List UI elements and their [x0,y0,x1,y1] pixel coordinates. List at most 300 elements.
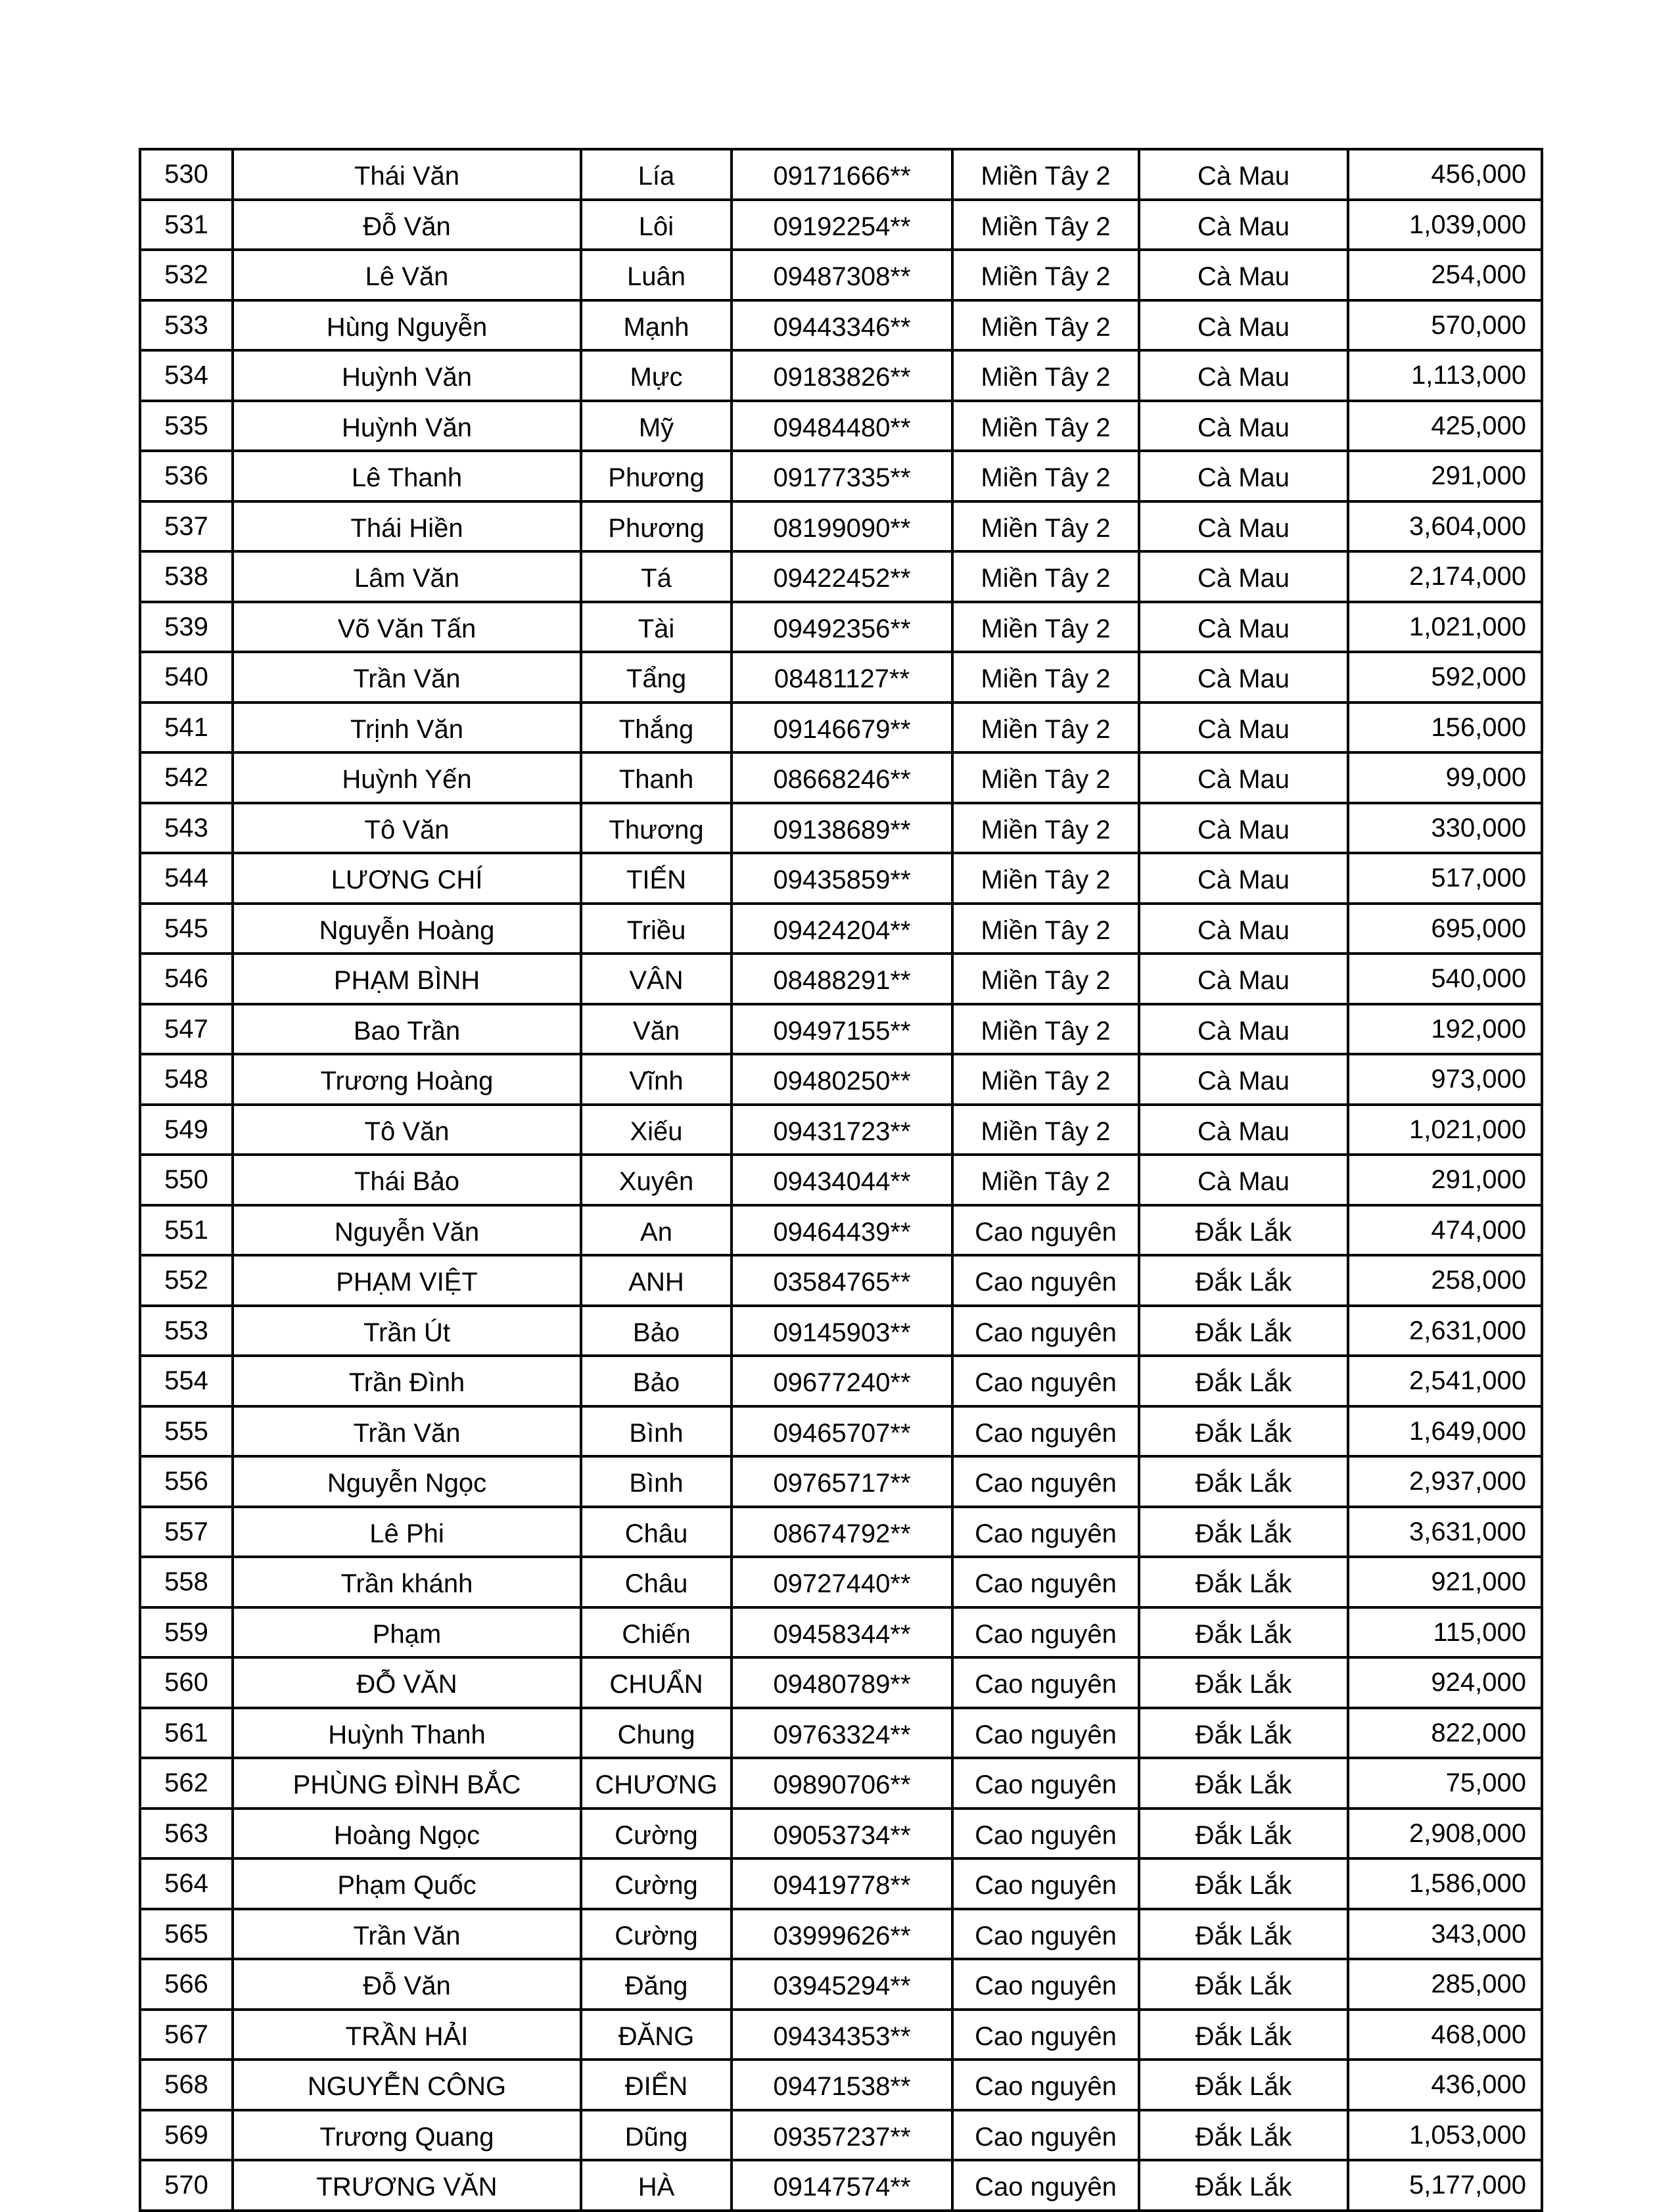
given-name-cell: Thương [581,803,732,854]
province-cell: Đắk Lắk [1139,1557,1348,1607]
amount-cell: 5,177,000 [1348,2160,1542,2211]
surname-cell: PHÙNG ĐÌNH BẮC [233,1758,581,1809]
province-cell: Cà Mau [1139,1155,1348,1205]
province-cell: Đắk Lắk [1139,1306,1348,1356]
row-number-cell: 540 [140,652,233,703]
given-name-cell: CHƯƠNG [581,1758,732,1809]
amount-cell: 99,000 [1348,752,1542,803]
surname-cell: Đỗ Văn [233,200,581,250]
given-name-cell: Dũng [581,2110,732,2161]
phone-cell: 09434044** [732,1155,952,1205]
table-row [140,401,1542,451]
surname-cell: Tô Văn [233,803,581,854]
region-cell: Miền Tây 2 [952,602,1139,653]
amount-cell: 474,000 [1348,1205,1542,1256]
amount-cell: 1,586,000 [1348,1858,1542,1909]
surname-cell: Phạm [233,1607,581,1658]
given-name-cell: Văn [581,1004,732,1055]
table-row [140,2160,1542,2211]
surname-cell: Trần Út [233,1306,581,1356]
phone-cell: 09138689** [732,803,952,854]
given-name-cell: ĐĂNG [581,2010,732,2060]
table-row [140,1959,1542,2010]
table-row [140,1255,1542,1306]
region-cell: Miền Tây 2 [952,652,1139,703]
row-number-cell: 545 [140,904,233,954]
phone-cell: 09424204** [732,904,952,954]
given-name-cell: VÂN [581,954,732,1004]
row-number-cell: 557 [140,1507,233,1557]
row-number-cell: 530 [140,149,233,200]
row-number-cell: 564 [140,1858,233,1909]
surname-cell: Phạm Quốc [233,1858,581,1909]
row-number-cell: 559 [140,1607,233,1658]
given-name-cell: Châu [581,1557,732,1607]
surname-cell: Lê Phi [233,1507,581,1557]
given-name-cell: Mỹ [581,401,732,451]
region-cell: Miền Tây 2 [952,1155,1139,1205]
phone-cell: 09422452** [732,551,952,602]
amount-cell: 2,908,000 [1348,1809,1542,1859]
table-row [140,954,1542,1004]
phone-cell: 09177335** [732,451,952,501]
surname-cell: Huỳnh Văn [233,350,581,401]
amount-cell: 343,000 [1348,1909,1542,1960]
row-number-cell: 555 [140,1406,233,1457]
phone-cell: 09484480** [732,401,952,451]
region-cell: Miền Tây 2 [952,954,1139,1004]
province-cell: Đắk Lắk [1139,1758,1348,1809]
surname-cell: Trần Văn [233,1909,581,1960]
province-cell: Cà Mau [1139,1105,1348,1155]
table-row [140,1105,1542,1155]
phone-cell: 09053734** [732,1809,952,1859]
given-name-cell: Phương [581,451,732,501]
province-cell: Đắk Lắk [1139,2110,1348,2161]
table-row [140,1054,1542,1105]
province-cell: Cà Mau [1139,803,1348,854]
region-cell: Miền Tây 2 [952,250,1139,300]
amount-cell: 436,000 [1348,2060,1542,2110]
row-number-cell: 544 [140,853,233,904]
given-name-cell: Phương [581,501,732,552]
amount-cell: 291,000 [1348,451,1542,501]
table-row [140,904,1542,954]
table-row [140,2060,1542,2110]
amount-cell: 2,631,000 [1348,1306,1542,1356]
phone-cell: 09677240** [732,1356,952,1406]
amount-cell: 2,541,000 [1348,1356,1542,1406]
region-cell: Cao nguyên [952,1858,1139,1909]
table-row [140,2110,1542,2161]
phone-cell: 09443346** [732,300,952,351]
phone-cell: 09357237** [732,2110,952,2161]
table-row [140,551,1542,602]
province-cell: Cà Mau [1139,602,1348,653]
region-cell: Cao nguyên [952,1456,1139,1507]
surname-cell: TRƯƠNG VĂN [233,2160,581,2211]
given-name-cell: Tá [581,551,732,602]
table-row [140,250,1542,300]
phone-cell: 09480250** [732,1054,952,1105]
row-number-cell: 549 [140,1105,233,1155]
amount-cell: 973,000 [1348,1054,1542,1105]
phone-cell: 09192254** [732,200,952,250]
row-number-cell: 534 [140,350,233,401]
surname-cell: PHẠM BÌNH [233,954,581,1004]
province-cell: Đắk Lắk [1139,1657,1348,1708]
row-number-cell: 537 [140,501,233,552]
surname-cell: Võ Văn Tấn [233,602,581,653]
row-number-cell: 547 [140,1004,233,1055]
surname-cell: TRẦN HẢI [233,2010,581,2060]
recipient-table [139,148,1543,2212]
row-number-cell: 550 [140,1155,233,1205]
surname-cell: Hùng Nguyễn [233,300,581,351]
surname-cell: Hoàng Ngọc [233,1809,581,1859]
amount-cell: 2,174,000 [1348,551,1542,602]
province-cell: Cà Mau [1139,752,1348,803]
surname-cell: Tô Văn [233,1105,581,1155]
surname-cell: Bao Trần [233,1004,581,1055]
given-name-cell: An [581,1205,732,1256]
province-cell: Cà Mau [1139,1054,1348,1105]
amount-cell: 822,000 [1348,1708,1542,1759]
region-cell: Cao nguyên [952,2160,1139,2211]
table-row [140,149,1542,200]
surname-cell: Huỳnh Văn [233,401,581,451]
row-number-cell: 569 [140,2110,233,2161]
province-cell: Cà Mau [1139,853,1348,904]
given-name-cell: CHUẨN [581,1657,732,1708]
amount-cell: 695,000 [1348,904,1542,954]
region-cell: Cao nguyên [952,1809,1139,1859]
table-row [140,1406,1542,1457]
phone-cell: 09434353** [732,2010,952,2060]
table-row [140,1557,1542,1607]
phone-cell: 09145903** [732,1306,952,1356]
amount-cell: 258,000 [1348,1255,1542,1306]
row-number-cell: 548 [140,1054,233,1105]
amount-cell: 592,000 [1348,652,1542,703]
phone-cell: 09183826** [732,350,952,401]
phone-cell: 08481127** [732,652,952,703]
phone-cell: 09765717** [732,1456,952,1507]
phone-cell: 03999626** [732,1909,952,1960]
amount-cell: 2,937,000 [1348,1456,1542,1507]
row-number-cell: 543 [140,803,233,854]
surname-cell: LƯƠNG CHÍ [233,853,581,904]
given-name-cell: Chiến [581,1607,732,1658]
region-cell: Cao nguyên [952,1356,1139,1406]
province-cell: Đắk Lắk [1139,1255,1348,1306]
amount-cell: 570,000 [1348,300,1542,351]
given-name-cell: Cường [581,1909,732,1960]
phone-cell: 09763324** [732,1708,952,1759]
province-cell: Cà Mau [1139,954,1348,1004]
given-name-cell: Bình [581,1406,732,1457]
region-cell: Cao nguyên [952,2010,1139,2060]
table-row [140,350,1542,401]
given-name-cell: Bình [581,1456,732,1507]
province-cell: Cà Mau [1139,250,1348,300]
amount-cell: 330,000 [1348,803,1542,854]
given-name-cell: Xiếu [581,1105,732,1155]
table-row [140,2010,1542,2060]
province-cell: Đắk Lắk [1139,1356,1348,1406]
table-row [140,1155,1542,1205]
surname-cell: Đỗ Văn [233,1959,581,2010]
region-cell: Miền Tây 2 [952,803,1139,854]
region-cell: Cao nguyên [952,1758,1139,1809]
province-cell: Cà Mau [1139,200,1348,250]
given-name-cell: Luân [581,250,732,300]
table-row [140,1708,1542,1759]
row-number-cell: 554 [140,1356,233,1406]
province-cell: Cà Mau [1139,401,1348,451]
province-cell: Cà Mau [1139,149,1348,200]
region-cell: Cao nguyên [952,1306,1139,1356]
province-cell: Đắk Lắk [1139,2010,1348,2060]
phone-cell: 09147574** [732,2160,952,2211]
given-name-cell: HÀ [581,2160,732,2211]
table-body [140,149,1542,2211]
table-row [140,602,1542,653]
given-name-cell: Bảo [581,1306,732,1356]
table-row [140,1758,1542,1809]
surname-cell: Huỳnh Thanh [233,1708,581,1759]
table-row [140,853,1542,904]
region-cell: Miền Tây 2 [952,752,1139,803]
given-name-cell: Lía [581,149,732,200]
province-cell: Cà Mau [1139,1004,1348,1055]
province-cell: Đắk Lắk [1139,1959,1348,2010]
table-row [140,1004,1542,1055]
province-cell: Đắk Lắk [1139,1708,1348,1759]
row-number-cell: 533 [140,300,233,351]
phone-cell: 03584765** [732,1255,952,1306]
given-name-cell: Mực [581,350,732,401]
given-name-cell: Mạnh [581,300,732,351]
amount-cell: 1,039,000 [1348,200,1542,250]
surname-cell: Trần Văn [233,652,581,703]
phone-cell: 09465707** [732,1406,952,1457]
phone-cell: 09431723** [732,1105,952,1155]
province-cell: Cà Mau [1139,350,1348,401]
given-name-cell: Cường [581,1809,732,1859]
amount-cell: 1,113,000 [1348,350,1542,401]
region-cell: Miền Tây 2 [952,300,1139,351]
amount-cell: 1,649,000 [1348,1406,1542,1457]
surname-cell: Lâm Văn [233,551,581,602]
row-number-cell: 539 [140,602,233,653]
given-name-cell: Triều [581,904,732,954]
table-row [140,1507,1542,1557]
table-row [140,300,1542,351]
given-name-cell: Chung [581,1708,732,1759]
row-number-cell: 532 [140,250,233,300]
region-cell: Miền Tây 2 [952,1054,1139,1105]
row-number-cell: 536 [140,451,233,501]
amount-cell: 115,000 [1348,1607,1542,1658]
row-number-cell: 565 [140,1909,233,1960]
region-cell: Cao nguyên [952,1205,1139,1256]
province-cell: Đắk Lắk [1139,1507,1348,1557]
surname-cell: ĐỖ VĂN [233,1657,581,1708]
amount-cell: 291,000 [1348,1155,1542,1205]
row-number-cell: 538 [140,551,233,602]
province-cell: Đắk Lắk [1139,1858,1348,1909]
table-row [140,451,1542,501]
row-number-cell: 531 [140,200,233,250]
surname-cell: Huỳnh Yến [233,752,581,803]
phone-cell: 09458344** [732,1607,952,1658]
amount-cell: 924,000 [1348,1657,1542,1708]
given-name-cell: Cường [581,1858,732,1909]
region-cell: Miền Tây 2 [952,350,1139,401]
province-cell: Cà Mau [1139,904,1348,954]
table-row [140,1306,1542,1356]
phone-cell: 08668246** [732,752,952,803]
phone-cell: 09471538** [732,2060,952,2110]
table-row [140,1456,1542,1507]
surname-cell: Nguyễn Văn [233,1205,581,1256]
amount-cell: 1,021,000 [1348,602,1542,653]
amount-cell: 192,000 [1348,1004,1542,1055]
row-number-cell: 560 [140,1657,233,1708]
table-row [140,1657,1542,1708]
given-name-cell: Thắng [581,703,732,753]
amount-cell: 1,053,000 [1348,2110,1542,2161]
row-number-cell: 535 [140,401,233,451]
table-row [140,200,1542,250]
region-cell: Miền Tây 2 [952,1105,1139,1155]
table-row [140,501,1542,552]
surname-cell: Thái Văn [233,149,581,200]
surname-cell: Thái Hiền [233,501,581,552]
phone-cell: 08488291** [732,954,952,1004]
phone-cell: 03945294** [732,1959,952,2010]
phone-cell: 09171666** [732,149,952,200]
table-row [140,752,1542,803]
amount-cell: 425,000 [1348,401,1542,451]
given-name-cell: Lôi [581,200,732,250]
row-number-cell: 567 [140,2010,233,2060]
phone-cell: 09419778** [732,1858,952,1909]
phone-cell: 09435859** [732,853,952,904]
province-cell: Đắk Lắk [1139,2160,1348,2211]
given-name-cell: Châu [581,1507,732,1557]
province-cell: Cà Mau [1139,300,1348,351]
region-cell: Miền Tây 2 [952,401,1139,451]
surname-cell: Trương Quang [233,2110,581,2161]
row-number-cell: 558 [140,1557,233,1607]
amount-cell: 517,000 [1348,853,1542,904]
region-cell: Miền Tây 2 [952,703,1139,753]
region-cell: Miền Tây 2 [952,501,1139,552]
phone-cell: 09464439** [732,1205,952,1256]
surname-cell: Trần khánh [233,1557,581,1607]
region-cell: Cao nguyên [952,1657,1139,1708]
province-cell: Đắk Lắk [1139,2060,1348,2110]
table-row [140,1205,1542,1256]
region-cell: Cao nguyên [952,1255,1139,1306]
region-cell: Cao nguyên [952,1557,1139,1607]
region-cell: Miền Tây 2 [952,853,1139,904]
surname-cell: Nguyễn Hoàng [233,904,581,954]
given-name-cell: Vĩnh [581,1054,732,1105]
amount-cell: 468,000 [1348,2010,1542,2060]
amount-cell: 285,000 [1348,1959,1542,2010]
given-name-cell: Thanh [581,752,732,803]
phone-cell: 08199090** [732,501,952,552]
region-cell: Miền Tây 2 [952,149,1139,200]
region-cell: Miền Tây 2 [952,904,1139,954]
province-cell: Đắk Lắk [1139,1809,1348,1859]
amount-cell: 156,000 [1348,703,1542,753]
table-row [140,803,1542,854]
surname-cell: NGUYỄN CÔNG [233,2060,581,2110]
row-number-cell: 541 [140,703,233,753]
region-cell: Cao nguyên [952,2110,1139,2161]
region-cell: Cao nguyên [952,2060,1139,2110]
amount-cell: 1,021,000 [1348,1105,1542,1155]
surname-cell: Lê Thanh [233,451,581,501]
phone-cell: 09890706** [732,1758,952,1809]
surname-cell: Thái Bảo [233,1155,581,1205]
surname-cell: Lê Văn [233,250,581,300]
region-cell: Miền Tây 2 [952,451,1139,501]
phone-cell: 09480789** [732,1657,952,1708]
amount-cell: 3,631,000 [1348,1507,1542,1557]
row-number-cell: 552 [140,1255,233,1306]
region-cell: Cao nguyên [952,1909,1139,1960]
row-number-cell: 561 [140,1708,233,1759]
region-cell: Cao nguyên [952,1708,1139,1759]
given-name-cell: Tẩng [581,652,732,703]
given-name-cell: TIẾN [581,853,732,904]
table-row [140,1809,1542,1859]
province-cell: Cà Mau [1139,703,1348,753]
province-cell: Cà Mau [1139,652,1348,703]
phone-cell: 08674792** [732,1507,952,1557]
region-cell: Cao nguyên [952,1607,1139,1658]
surname-cell: Trương Hoàng [233,1054,581,1105]
row-number-cell: 570 [140,2160,233,2211]
region-cell: Miền Tây 2 [952,551,1139,602]
phone-cell: 09492356** [732,602,952,653]
given-name-cell: Tài [581,602,732,653]
row-number-cell: 563 [140,1809,233,1859]
province-cell: Cà Mau [1139,501,1348,552]
given-name-cell: Xuyên [581,1155,732,1205]
region-cell: Cao nguyên [952,1406,1139,1457]
province-cell: Cà Mau [1139,551,1348,602]
region-cell: Miền Tây 2 [952,200,1139,250]
row-number-cell: 542 [140,752,233,803]
row-number-cell: 546 [140,954,233,1004]
province-cell: Đắk Lắk [1139,1909,1348,1960]
surname-cell: Trịnh Văn [233,703,581,753]
amount-cell: 3,604,000 [1348,501,1542,552]
table-row [140,652,1542,703]
province-cell: Đắk Lắk [1139,1406,1348,1457]
surname-cell: Nguyễn Ngọc [233,1456,581,1507]
amount-cell: 921,000 [1348,1557,1542,1607]
table-row [140,1607,1542,1658]
region-cell: Cao nguyên [952,1959,1139,2010]
table-row [140,1858,1542,1909]
